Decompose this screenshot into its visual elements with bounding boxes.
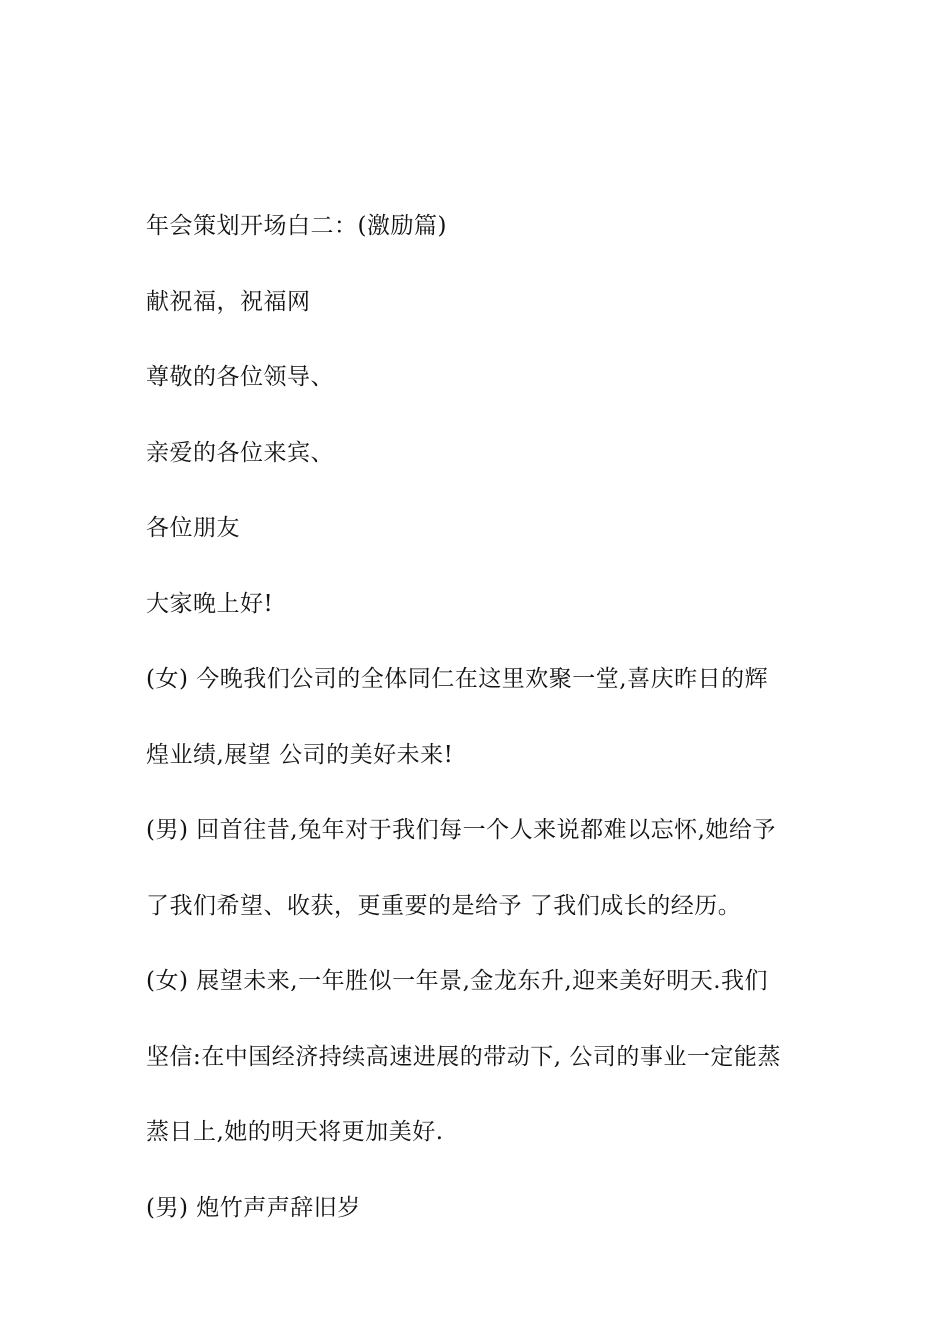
text-line: 煌业绩,展望 公司的美好未来! [146,741,454,768]
document-body [146,207,811,1264]
text-line: (女) 展望未来,一年胜似一年景,金龙东升,迎来美好明天.我们 [146,968,769,994]
text-line: 大家晚上好! [146,590,274,617]
text-line: 坚信:在中国经济持续高速进展的带动下, 公司的事业一定能蒸 [146,1043,781,1070]
text-line: 蒸日上,她的明天将更加美好. [146,1119,444,1145]
text-line: 亲爱的各位来宾、 [146,439,334,466]
text-line: (女) 今晚我们公司的全体同仁在这里欢聚一堂,喜庆昨日的辉 [146,666,769,692]
text-line: (男) 回首往昔,兔年对于我们每一个人来说都难以忘怀,她给予 [146,817,776,843]
text-line: 献祝福，祝福网 [146,288,311,315]
text-line: 了我们希望、收获，更重要的是给予 了我们成长的经历。 [146,892,742,919]
text-line: 各位朋友 [146,515,240,541]
text-line: (男) 炮竹声声辞旧岁 [146,1194,361,1221]
document-title: 年会策划开场白二：(激励篇) [146,213,447,239]
text-line: 尊敬的各位领导、 [146,364,334,390]
